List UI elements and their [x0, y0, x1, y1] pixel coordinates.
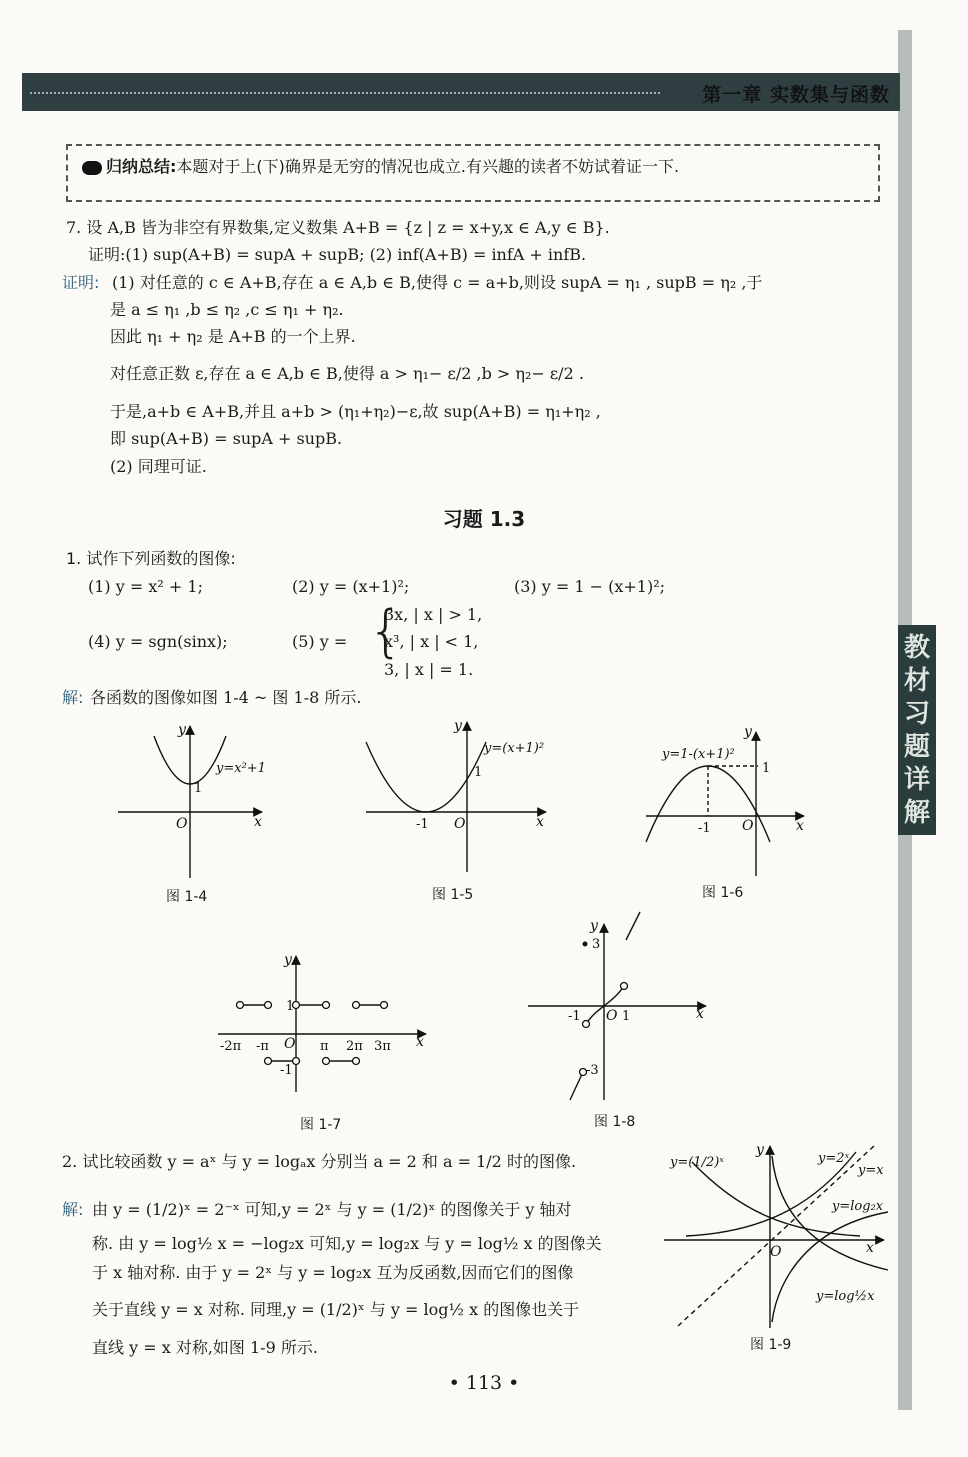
ex1-item: (5) y = [292, 632, 348, 651]
piecewise-line: x³, | x | < 1, [384, 632, 479, 651]
fig6-x-label: x [796, 818, 804, 834]
fig8-y-label: y [590, 918, 598, 934]
open-point [265, 1058, 272, 1065]
fig9-origin: O [770, 1244, 782, 1260]
brace: { [368, 599, 404, 664]
proof-line: (1) 对任意的 c ∈ A+B,存在 a ∈ A,b ∈ B,使得 c = a+b,则设 supA = η₁ , supB = η₂ ,于 [112, 273, 763, 292]
fig6-curve-label: y=1-(x+1)² [662, 747, 735, 762]
section-title: 习题 1.3 [442, 507, 526, 531]
ex2-line: 直线 y = x 对称,如图 1-9 所示. [92, 1338, 318, 1357]
fig8-x-label: x [696, 1006, 704, 1022]
proof-line: (2) 同理可证. [110, 457, 207, 476]
fig5-curve [366, 742, 486, 812]
open-point [323, 1058, 330, 1065]
ex2-line: 由 y = (1/2)ˣ = 2⁻ˣ 可知,y = 2ˣ 与 y = (1/2)ˣ 的图像关于 y 轴对 [92, 1200, 572, 1219]
fig6-origin: O [742, 818, 754, 834]
ex2-statement: 2. 试比较函数 y = aˣ 与 y = logₐx 分别当 a = 2 和 a = 1/2 时的图像. [62, 1152, 577, 1171]
problem7-claim: 证明:(1) sup(A+B) = supA + supB; (2) inf(A+B) = infA + infB. [88, 245, 587, 264]
fig7-tick-1: 1 [286, 999, 295, 1014]
fig7-tick: -π [256, 1039, 269, 1054]
fig9-label: y=log₂x [832, 1199, 884, 1214]
open-point [237, 1002, 244, 1009]
problem7-statement: 7. 设 A,B 皆为非空有界数集,定义数集 A+B = {z | z = x+y,x ∈ A,y ∈ B}. [66, 218, 610, 237]
fig8-lower-line [570, 1072, 583, 1100]
open-point [583, 1021, 590, 1028]
fig5-y-label: y [454, 718, 462, 734]
fig5-origin: O [454, 816, 466, 832]
ex2-line: 关于直线 y = x 对称. 同理,y = (1/2)ˣ 与 y = log½ x 的图像也关于 [92, 1300, 580, 1319]
open-point [621, 983, 628, 990]
piecewise-line: 3, | x | = 1. [384, 660, 474, 679]
proof-label: 证明: [62, 273, 100, 292]
fig6-caption: 图 1-6 [702, 885, 744, 901]
fig9-caption: 图 1-9 [750, 1337, 792, 1353]
fig5-tick-x: -1 [416, 817, 429, 832]
open-point [381, 1002, 388, 1009]
fig7-caption: 图 1-7 [300, 1117, 342, 1133]
fig8-tick-1: 1 [622, 1009, 631, 1024]
ex1-statement: 1. 试作下列函数的图像: [66, 549, 236, 568]
ex2-line: 称. 由 y = log½ x = −log₂x 可知,y = log₂x 与 y = log½ x 的图像关 [92, 1234, 602, 1253]
fig9-log2 [772, 1212, 888, 1322]
ex1-item: (1) y = x² + 1; [88, 577, 203, 596]
fig4-curve-label: y=x²+1 [216, 761, 266, 776]
fig5-tick-y: 1 [474, 765, 483, 780]
fig4-origin: O [176, 816, 188, 832]
fig6-y-label: y [744, 724, 752, 740]
fig8-tick-m3: -3 [586, 1063, 599, 1078]
fig6-tick-y: 1 [762, 761, 771, 776]
fig7-tick: 2π [346, 1039, 363, 1054]
fig7-tick: 3π [374, 1039, 391, 1054]
open-point [353, 1058, 360, 1065]
fig4-y-label: y [178, 722, 186, 738]
proof-line: 对任意正数 ε,存在 a ∈ A,b ∈ B,使得 a > η₁− ε/2 ,b > η₂− ε/2 . [110, 364, 584, 383]
fig5-x-label: x [536, 814, 544, 830]
fig5-caption: 图 1-5 [432, 887, 474, 903]
side-tab-text: 教材习题详解 [903, 633, 930, 828]
open-point [353, 1002, 360, 1009]
open-point [265, 1002, 272, 1009]
fig7-tick: -2π [220, 1039, 242, 1054]
fig9-label: y=log½x [816, 1289, 875, 1304]
solution-label: 解: [62, 688, 84, 707]
proof-line: 即 sup(A+B) = supA + supB. [110, 429, 343, 448]
fig8-upper-line [626, 912, 640, 940]
filled-point [583, 942, 588, 947]
ex1-item: (3) y = 1 − (x+1)²; [514, 577, 666, 596]
fig6-tick-x: -1 [698, 821, 711, 836]
fig7-origin: O [284, 1036, 296, 1052]
fig7-y-label: y [284, 952, 292, 968]
fig5-curve-label: y=(x+1)² [484, 741, 545, 756]
ex2-solution-label: 解: [62, 1200, 84, 1219]
fig7-tick: π [320, 1039, 329, 1054]
ex1-item: (4) y = sgn(sinx); [88, 632, 228, 651]
fig7-x-label: x [416, 1034, 424, 1050]
proof-line: 是 a ≤ η₁ ,b ≤ η₂ ,c ≤ η₁ + η₂. [110, 300, 344, 319]
fig9-label: y=(1/2)ˣ [670, 1155, 724, 1170]
fig9-y-label: y [756, 1142, 764, 1158]
ex1-solution: 各函数的图像如图 1-4 ~ 图 1-8 所示. [90, 688, 362, 707]
fig8-tick-m1: -1 [568, 1009, 581, 1024]
fig8-cubic [586, 986, 624, 1024]
fig4-caption: 图 1-4 [166, 889, 208, 905]
fig8-tick-3: 3 [592, 937, 601, 952]
fig4-x-label: x [254, 814, 262, 830]
fig8-origin: O [606, 1008, 618, 1024]
open-point [293, 1058, 300, 1065]
fig9-x-label: x [866, 1240, 874, 1256]
open-point [323, 1002, 330, 1009]
piecewise-line: 3x, | x | > 1, [384, 605, 483, 624]
summary-text: 归纳总结:本题对于上(下)确界是无穷的情况也成立.有兴趣的读者不妨试着证一下. [106, 157, 680, 176]
fig4-tick: 1 [194, 781, 203, 796]
fig8-caption: 图 1-8 [594, 1114, 636, 1130]
proof-line: 于是,a+b ∈ A+B,并且 a+b > (η₁+η₂)−ε,故 sup(A+B) = η₁+η₂ , [110, 402, 601, 421]
fig9-label: y=2ˣ [818, 1151, 850, 1166]
fig9-label: y=x [858, 1163, 884, 1178]
ex2-line: 于 x 轴对称. 由于 y = 2ˣ 与 y = log₂x 互为反函数,因而它们的图像 [92, 1263, 574, 1282]
proof-line: 因此 η₁ + η₂ 是 A+B 的一个上界. [110, 327, 356, 346]
chapter-title: 第一章 实数集与函数 [702, 84, 890, 106]
ex1-item: (2) y = (x+1)²; [292, 577, 410, 596]
page-number: • 113 • [448, 1372, 520, 1394]
fig7-tick-m1: -1 [280, 1063, 293, 1078]
